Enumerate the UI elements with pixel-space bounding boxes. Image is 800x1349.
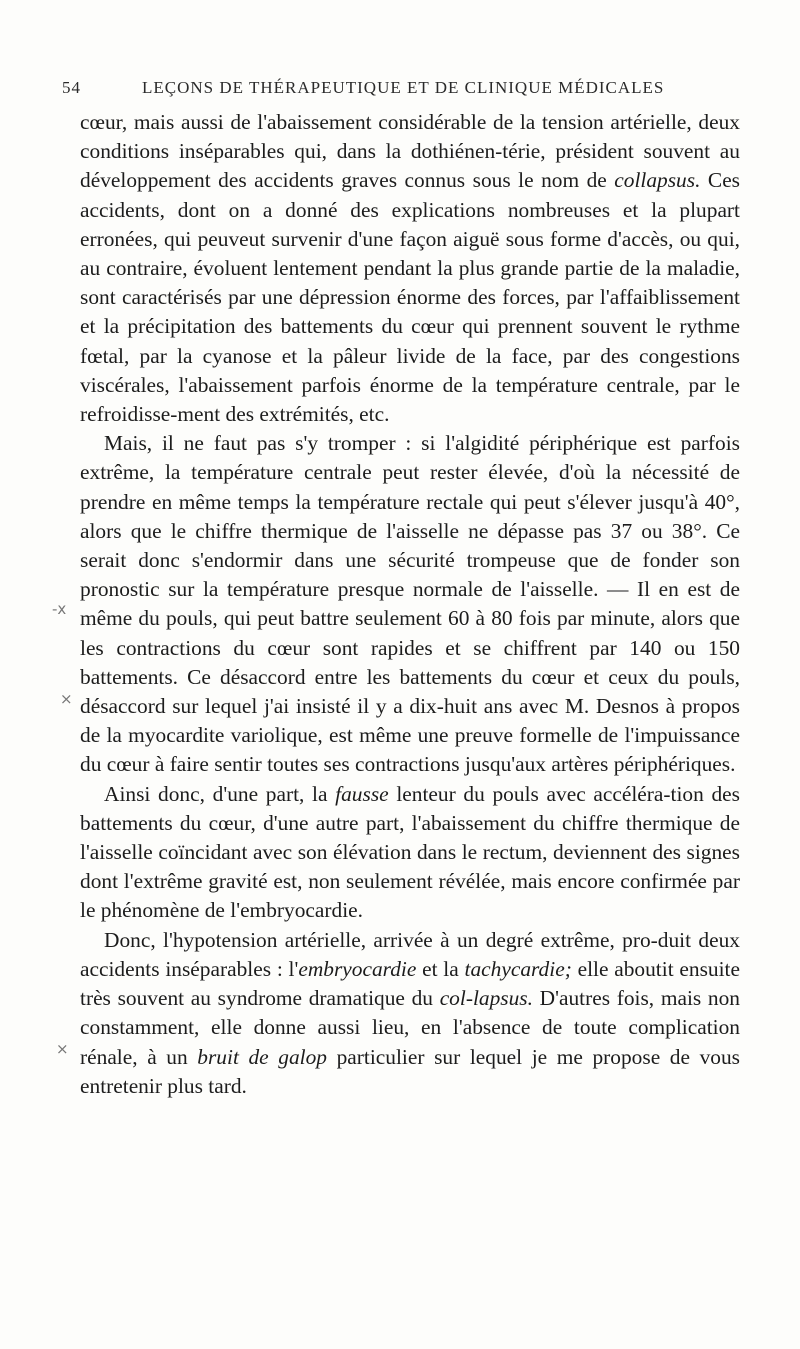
text-run: et la [416,956,465,981]
text-run-italic: fausse [335,781,389,806]
running-header [62,78,742,106]
text-run: elle aboutit ensuite très souvent au syndrome dramatique du [80,956,740,1011]
margin-annotation: × [56,1040,69,1058]
text-run: D'autres fois, mais non constamment, elle donne aussi lieu, en l'absence de toute complication rénale, à un [80,986,740,1069]
text-run-italic: bruit de galop [197,1044,327,1069]
text-run: Ainsi donc, d'une part, la [104,781,336,806]
paragraph [80,780,740,926]
text-run-italic: col-lapsus. [439,986,533,1011]
text-run: Mais, il ne faut pas s'y tromper : si l'algidité périphérique est parfois extrême, la température centrale peut rester élevée, d'où la nécessité de prendre en même temps la température rectale qui peut s'élever jusqu'à 40°, alors que le chiffre thermique de l'aisselle ne dépasse pas 37 ou 38°. Ce serait donc s'endormir dans une sécurité trompeuse que de fonder son pronostic sur la température presque normale de l'aisselle. — Il en est de même du pouls, qui peut battre seulement 60 à 80 fois par minute, alors que les contractions du cœur sont rapides et se chiffrent par 140 ou 150 battements. Ce désaccord entre les battements du cœur et ceux du pouls, désaccord sur lequel j'ai insisté il y a dix-huit ans avec M. Desnos à propos de la myocardite variolique, est même une preuve formelle de l'impuissance du cœur à faire sentir toutes ses contractions jusqu'aux artères périphériques. [80,431,740,777]
text-run-italic: collapsus. [614,168,701,193]
text-run: cœur, mais aussi de l'abaissement considérable de la tension artérielle, deux conditions inséparables qui, dans la dothiénen-térie, président souvent au développement des accidents graves connus sous le nom de [80,110,740,193]
running-title: LEÇONS DE THÉRAPEUTIQUE ET DE CLINIQUE MÉDICALES [142,78,665,97]
text-run: Ces accidents, dont on a donné des explications nombreuses et la plupart erronées, qui peuveut survenir d'une façon aiguë sous forme d'accès, ou qui, au contraire, évoluent lentement pendant la plus grande partie de la maladie, sont caractérisés par une dépression énorme des forces, par l'affaiblissement et la précipitation des battements du cœur qui prennent souvent le rythme fœtal, par la cyanose et la pâleur livide de la face, par des congestions viscérales, l'abaissement parfois énorme de la température centrale, par le refroidisse-ment des extrémités, etc. [80,168,741,427]
page-number: 54 [62,78,81,97]
text-run: particulier sur lequel je me propose de vous entretenir plus tard. [80,1044,740,1098]
margin-annotation: × [60,690,73,708]
paragraph [80,108,740,429]
text-run: Donc, l'hypotension artérielle, arrivée à un degré extrême, pro-duit deux accidents inséparables : l' [80,927,740,981]
margin-annotation: -x [52,600,67,618]
body-text [80,108,740,1101]
paragraph [80,429,740,779]
text-run: lenteur du pouls avec accéléra-tion des battements du cœur, d'une autre part, l'abaissement du chiffre thermique de l'aisselle coïncidant avec son élévation dans le rectum, deviennent des signes dont l'extrême gravité est, non seulement révélée, mais encore confirmée par le phénomène de l'embryocardie. [80,781,741,923]
text-run-italic: embryocardie [298,956,417,981]
paragraph [80,926,740,1101]
text-run-italic: tachycardie; [464,956,572,981]
